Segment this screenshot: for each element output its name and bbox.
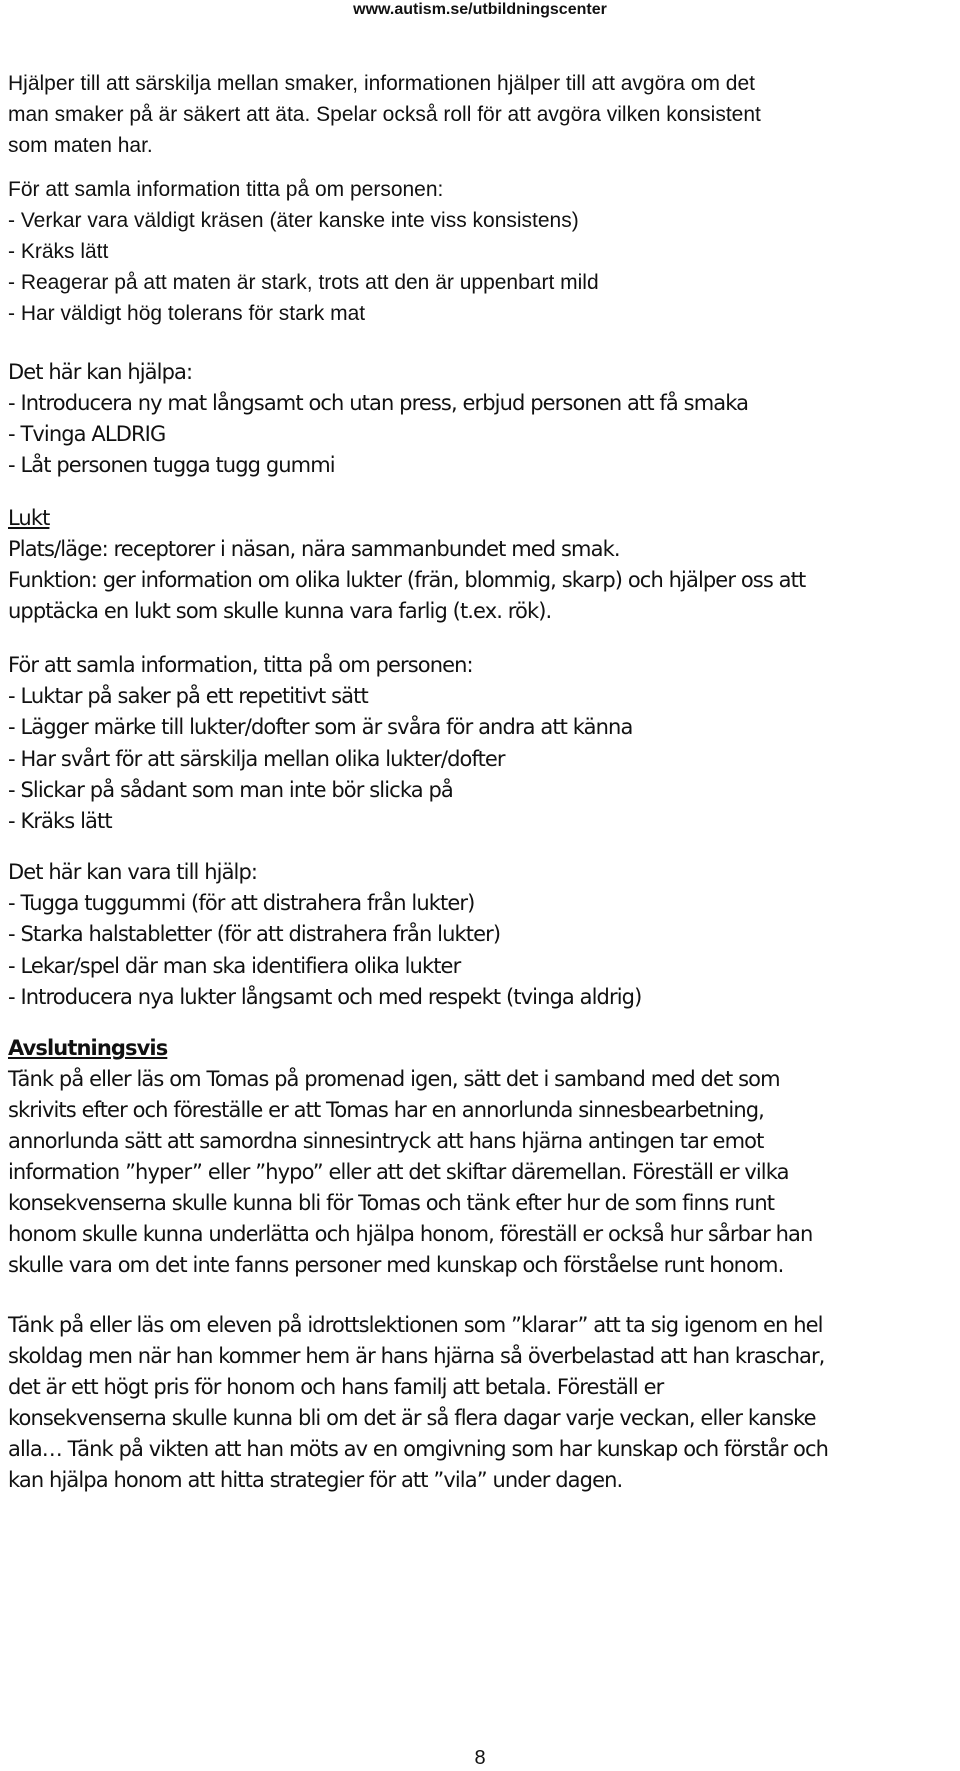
smak-help-list bbox=[8, 357, 956, 481]
text-line: Plats/läge: receptorer i näsan, nära sammanbundet med smak. bbox=[8, 537, 620, 561]
text-line: - Lekar/spel där man ska identifiera olika lukter bbox=[8, 953, 461, 978]
text-line: - Reagerar på att maten är stark, trots att den är uppenbart mild bbox=[8, 271, 599, 294]
lukt-intro-paragraph bbox=[8, 534, 956, 627]
lukt-help-list bbox=[8, 857, 956, 1013]
smak-intro-paragraph bbox=[8, 68, 956, 161]
lukt-heading: Lukt bbox=[8, 506, 50, 530]
text-line: kan hjälpa honom att hitta strategier för att ”vila” under dagen. bbox=[8, 1468, 623, 1492]
text-line: alla… Tänk på vikten att han möts av en omgivning som har kunskap och förstår och bbox=[8, 1437, 829, 1461]
avslut-paragraph-1 bbox=[8, 1064, 956, 1282]
text-line: - Har väldigt hög tolerans för stark mat bbox=[8, 302, 366, 325]
text-line: - Kräks lätt bbox=[8, 808, 112, 833]
text-line: upptäcka en lukt som skulle kunna vara farlig (t.ex. rök). bbox=[8, 599, 552, 623]
text-line: - Slickar på sådant som man inte bör slicka på bbox=[8, 777, 453, 802]
text-line: Tänk på eller läs om Tomas på promenad igen, sätt det i samband med det som bbox=[8, 1067, 780, 1091]
avslutningsvis-heading: Avslutningsvis bbox=[8, 1036, 168, 1060]
text-line: honom skulle kunna underlätta och hjälpa honom, föreställ er också hur sårbar han bbox=[8, 1222, 813, 1246]
smak-collect-list bbox=[8, 174, 956, 329]
document-body bbox=[8, 68, 956, 1496]
text-line: - Tvinga ALDRIG bbox=[8, 422, 166, 446]
text-line: - Tugga tuggummi (för att distrahera från lukter) bbox=[8, 891, 475, 916]
text-line: För att samla information titta på om personen: bbox=[8, 178, 444, 201]
avslut-paragraph-2 bbox=[8, 1310, 956, 1496]
text-line: - Introducera ny mat långsamt och utan press, erbjud personen att få smaka bbox=[8, 391, 749, 415]
text-line: skrivits efter och föreställe er att Tomas har en annorlunda sinnesbearbetning, bbox=[8, 1098, 764, 1122]
text-line: konsekvenserna skulle kunna bli för Tomas och tänk efter hur de som finns runt bbox=[8, 1191, 775, 1215]
text-line: För att samla information, titta på om personen: bbox=[8, 653, 473, 677]
text-line: information ”hyper” eller ”hypo” eller att det skiftar däremellan. Föreställ er vilka bbox=[8, 1160, 789, 1184]
header-url: www.autism.se/utbildningscenter bbox=[353, 1, 607, 18]
text-line: - Lägger märke till lukter/dofter som är svåra för andra att känna bbox=[8, 715, 633, 740]
text-line: Det här kan vara till hjälp: bbox=[8, 860, 258, 884]
text-line: - Har svårt för att särskilja mellan olika lukter/dofter bbox=[8, 746, 505, 771]
text-line: - Verkar vara väldigt kräsen (äter kanske inte viss konsistens) bbox=[8, 209, 579, 232]
text-line: Tänk på eller läs om eleven på idrottslektionen som ”klarar” att ta sig igenom en hel bbox=[8, 1313, 823, 1337]
text-line: - Luktar på saker på ett repetitivt sätt bbox=[8, 684, 368, 709]
text-line: Hjälper till att särskilja mellan smaker, informationen hjälper till att avgöra om det bbox=[8, 72, 755, 95]
text-line: Funktion: ger information om olika lukter (frän, blommig, skarp) och hjälper oss att bbox=[8, 568, 806, 592]
text-line: det är ett högt pris för honom och hans familj att betala. Föreställ er bbox=[8, 1375, 664, 1399]
text-line: Det här kan hjälpa: bbox=[8, 360, 193, 384]
text-line: - Starka halstabletter (för att distrahera från lukter) bbox=[8, 922, 501, 947]
text-line: konsekvenserna skulle kunna bli om det är så flera dagar varje veckan, eller kanske bbox=[8, 1406, 816, 1430]
text-line: som maten har. bbox=[8, 134, 153, 157]
text-line: skoldag men när han kommer hem är hans hjärna så överbelastad att han kraschar, bbox=[8, 1344, 825, 1368]
text-line: man smaker på är säkert att äta. Spelar också roll för att avgöra vilken konsistent bbox=[8, 103, 761, 126]
text-line: - Introducera nya lukter långsamt och med respekt (tvinga aldrig) bbox=[8, 984, 642, 1009]
page-number: 8 bbox=[474, 1747, 486, 1769]
text-line: - Låt personen tugga tugg gummi bbox=[8, 453, 335, 477]
text-line: skulle vara om det inte fanns personer med kunskap och förståelse runt honom. bbox=[8, 1253, 784, 1277]
lukt-collect-list bbox=[8, 650, 956, 837]
text-line: - Kräks lätt bbox=[8, 240, 109, 263]
text-line: annorlunda sätt att samordna sinnesintryck att hans hjärna antingen tar emot bbox=[8, 1129, 764, 1153]
